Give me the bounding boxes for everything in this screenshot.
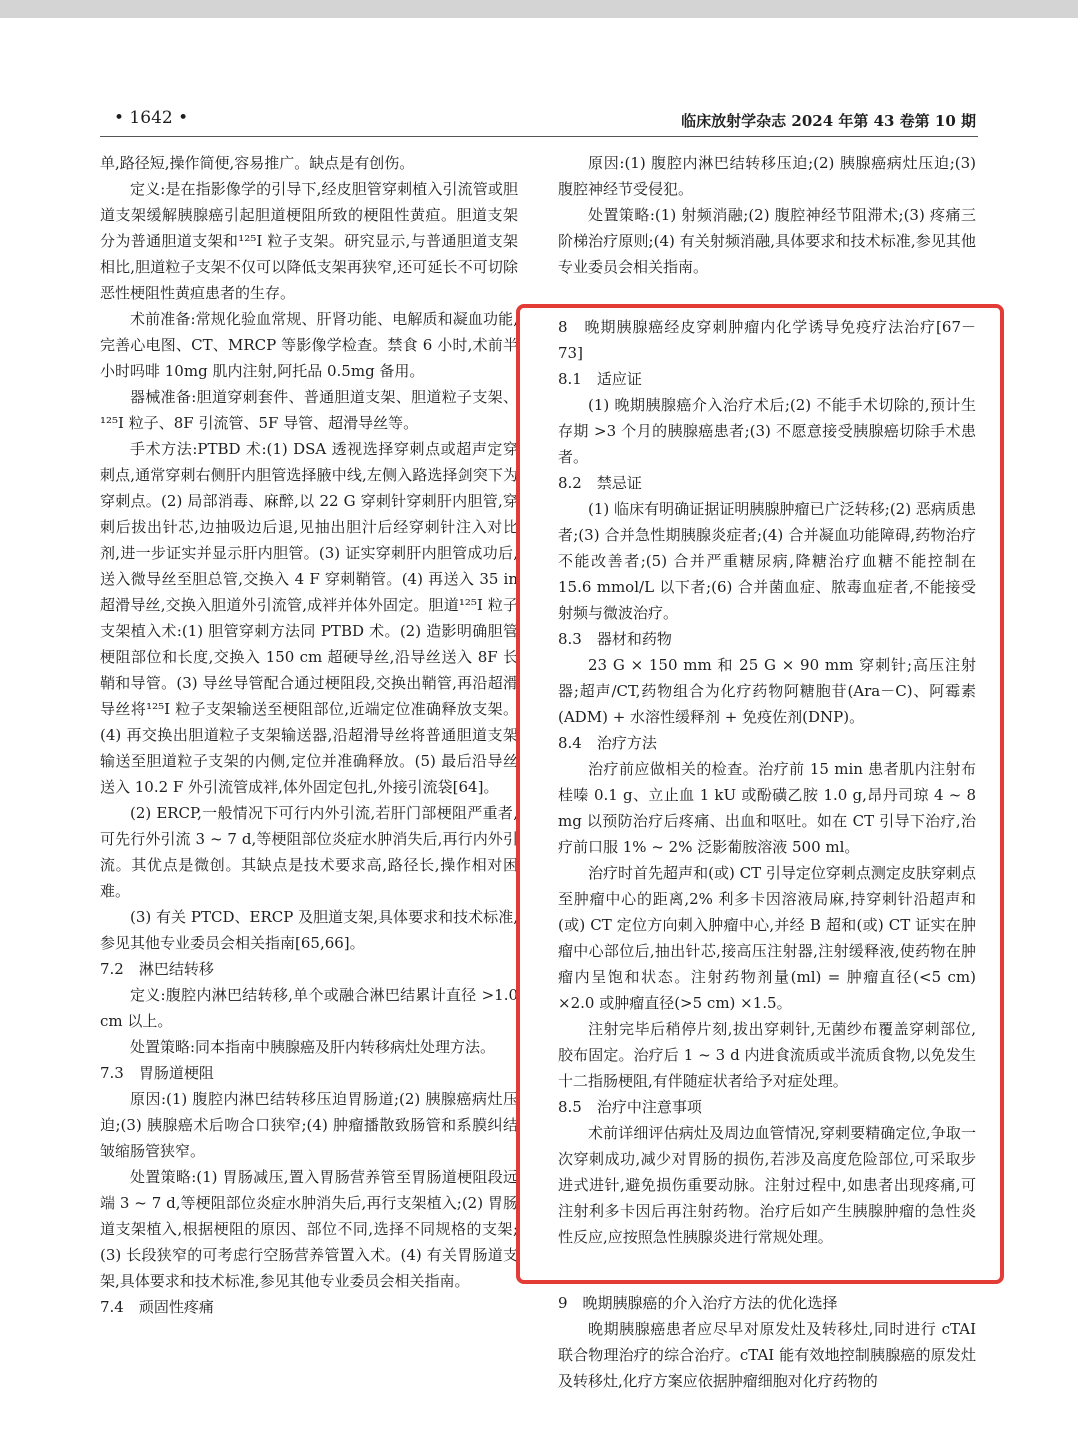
top-bar	[0, 0, 1078, 18]
paragraph: 处置策略:(1) 射频消融;(2) 腹腔神经节阻滞术;(3) 疼痛三阶梯治疗原则;(4) 有关射频消融,具体要求和技术标准,参见其他专业委员会相关指南。	[558, 206, 976, 276]
journal-title: 临床放射学杂志 2024 年第 43 卷第 10 期	[681, 112, 976, 130]
paragraph: 注射完毕后稍停片刻,拔出穿刺针,无菌纱布覆盖穿刺部位,胶布固定。治疗后 1 ~ 3 d 内进食流质或半流质食物,以免发生十二指肠梗阻,有伴随症状者给予对症处理。	[558, 1020, 976, 1090]
following-section	[558, 1290, 976, 1394]
paragraph: 单,路径短,操作简便,容易推广。缺点是有创伤。	[100, 154, 415, 172]
right-column	[558, 150, 976, 1394]
paragraph: 处置策略:同本指南中胰腺癌及肝内转移病灶处理方法。	[130, 1038, 496, 1056]
paragraph: 23 G × 150 mm 和 25 G × 90 mm 穿刺针;高压注射器;超声/CT,药物组合为化疗药物阿糖胞苷(Ara－C)、阿霉素(ADM) + 水溶性缓释剂 + 免疫佐剂(DNP)。	[558, 656, 976, 726]
subsection-heading: 8.3 器材和药物	[558, 630, 672, 648]
header-rule	[100, 136, 978, 137]
subsection-heading: 8.2 禁忌证	[558, 474, 642, 492]
subsection-heading: 8.5 治疗中注意事项	[558, 1098, 702, 1116]
paragraph: 手术方法:PTBD 术:(1) DSA 透视选择穿刺点或超声定穿刺点,通常穿刺右侧肝内胆管选择腋中线,左侧入路选择剑突下为穿刺点。(2) 局部消毒、麻醉,以 22 G 穿刺针穿刺肝内胆管,穿刺后拔出针芯,边抽吸边后退,见抽出胆汁后经穿刺针注入对比剂,进一步证实并显示肝内胆管。(3) 证实穿刺肝内胆管成功后,送入微导丝至胆总管,交换入 4 F 穿刺鞘管。(4) 再送入 35 in 超滑导丝,交换入胆道外引流管,成袢并体外固定。胆道¹²⁵I 粒子支架植入术:(1) 胆管穿刺方法同 PTBD 术。(2) 造影明确胆管梗阻部位和长度,交换入 150 cm 超硬导丝,沿导丝送入 8F 长鞘和导管。(3) 导丝导管配合通过梗阻段,交换出鞘管,再沿超滑导丝将¹²⁵I 粒子支架输送至梗阻部位,近端定位准确释放支架。(4) 再交换出胆道粒子支架输送器,沿超滑导丝将普通胆道支架输送至胆道粒子支架的内侧,定位并准确释放。(5) 最后沿导丝送入 10.2 F 外引流管成袢,体外固定包扎,外接引流袋[64]。	[100, 440, 518, 796]
paragraph: 定义:是在指影像学的引导下,经皮胆管穿刺植入引流管或胆道支架缓解胰腺癌引起胆道梗阻所致的梗阻性黄疸。胆道支架分为普通胆道支架和¹²⁵I 粒子支架。研究显示,与普通胆道支架相比,胆道粒子支架不仅可以降低支架再狭窄,还可延长不可切除恶性梗阻性黄疸患者的生存。	[100, 180, 518, 302]
paragraph: 术前详细评估病灶及周边血管情况,穿刺要精确定位,争取一次穿刺成功,减少对胃肠的损伤,若涉及高度危险部位,可采取步进式进针,避免损伤重要动脉。注射过程中,如患者出现疼痛,可注射利多卡因后再注射药物。治疗后如产生胰腺肿瘤的急性炎性反应,应按照急性胰腺炎进行常规处理。	[558, 1124, 976, 1246]
paragraph: 原因:(1) 腹腔内淋巴结转移压迫;(2) 胰腺癌病灶压迫;(3) 腹腔神经节受侵犯。	[558, 154, 976, 198]
paragraph: (1) 临床有明确证据证明胰腺肿瘤已广泛转移;(2) 恶病质患者;(3) 合并急性期胰腺炎症者;(4) 合并凝血功能障碍,药物治疗不能改善者;(5) 合并严重糖尿病,降糖治疗血糖不能控制在 15.6 mmol/L 以下者;(6) 合并菌血症、脓毒血症者,不能接受射频与微波治疗。	[558, 500, 976, 622]
subsection-heading: 8.4 治疗方法	[558, 734, 657, 752]
paragraph: 术前准备:常规化验血常规、肝肾功能、电解质和凝血功能,完善心电图、CT、MRCP 等影像学检查。禁食 6 小时,术前半小时吗啡 10mg 肌内注射,阿托品 0.5mg 备用。	[100, 310, 518, 380]
section-heading: 7.2 淋巴结转移	[100, 960, 214, 978]
paragraph: 治疗前应做相关的检查。治疗前 15 min 患者肌内注射布桂嗪 0.1 g、立止血 1 kU 或酚磺乙胺 1.0 g,昂丹司琼 4 ~ 8 mg 以预防治疗后疼痛、出血和呕吐。如在 CT 引导下治疗,治疗前口服 1% ~ 2% 泛影葡胺溶液 500 ml。	[558, 760, 976, 856]
paragraph: 原因:(1) 腹腔内淋巴结转移压迫胃肠道;(2) 胰腺癌病灶压迫;(3) 胰腺癌术后吻合口狭窄;(4) 肿瘤播散致肠管和系膜纠结皱缩肠管狭窄。	[100, 1090, 518, 1160]
paragraph: (3) 有关 PTCD、ERCP 及胆道支架,具体要求和技术标准,参见其他专业委员会相关指南[65,66]。	[100, 908, 518, 952]
left-column	[100, 150, 518, 1420]
paragraph: (2) ERCP,一般情况下可行内外引流,若肝门部梗阻严重者,可先行外引流 3 ~ 7 d,等梗阻部位炎症水肿消失后,再行内外引流。其优点是微创。其缺点是技术要求高,路径长,操作相对困难。	[100, 804, 518, 900]
section-heading: 7.4 顽固性疼痛	[100, 1298, 214, 1316]
page-number: • 1642 •	[114, 108, 189, 128]
paragraph: (1) 晚期胰腺癌介入治疗术后;(2) 不能手术切除的,预计生存期 >3 个月的胰腺癌患者;(3) 不愿意接受胰腺癌切除手术患者。	[558, 396, 976, 466]
paragraph: 治疗时首先超声和(或) CT 引导定位穿刺点测定皮肤穿刺点至肿瘤中心的距离,2% 利多卡因溶液局麻,持穿刺针沿超声和(或) CT 定位方向刺入肿瘤中心,并经 B 超和(或) CT 证实在肿瘤中心部位后,抽出针芯,接高压注射器,注射缓释液,使药物在肿瘤内呈饱和状态。注射药物剂量(ml) = 肿瘤直径(<5 cm) ×2.0 或肿瘤直径(>5 cm) ×1.5。	[558, 864, 976, 1012]
paragraph: 器械准备:胆道穿刺套件、普通胆道支架、胆道粒子支架、¹²⁵I 粒子、8F 引流管、5F 导管、超滑导丝等。	[100, 388, 518, 432]
subsection-heading: 8.1 适应证	[558, 370, 642, 388]
highlighted-section	[558, 314, 976, 1250]
paragraph: 处置策略:(1) 胃肠减压,置入胃肠营养管至胃肠道梗阻段远端 3 ~ 7 d,等梗阻部位炎症水肿消失后,再行支架植入;(2) 胃肠道支架植入,根据梗阻的原因、部位不同,选择不同规格的支架;(3) 长段狭窄的可考虑行空肠营养管置入术。(4) 有关胃肠道支架,具体要求和技术标准,参见其他专业委员会相关指南。	[100, 1168, 518, 1290]
section-heading: 9 晚期胰腺癌的介入治疗方法的优化选择	[558, 1294, 838, 1312]
paragraph: 晚期胰腺癌患者应尽早对原发灶及转移灶,同时进行 cTAI 联合物理治疗的综合治疗。cTAI 能有效地控制胰腺癌的原发灶及转移灶,化疗方案应依据肿瘤细胞对化疗药物的	[558, 1320, 976, 1390]
section-heading: 7.3 胃肠道梗阻	[100, 1064, 214, 1082]
paragraph: 定义:腹腔内淋巴结转移,单个或融合淋巴结累计直径 >1.0 cm 以上。	[100, 986, 518, 1030]
section-heading: 8 晚期胰腺癌经皮穿刺肿瘤内化学诱导免疫疗法治疗[67－73]	[558, 318, 976, 362]
